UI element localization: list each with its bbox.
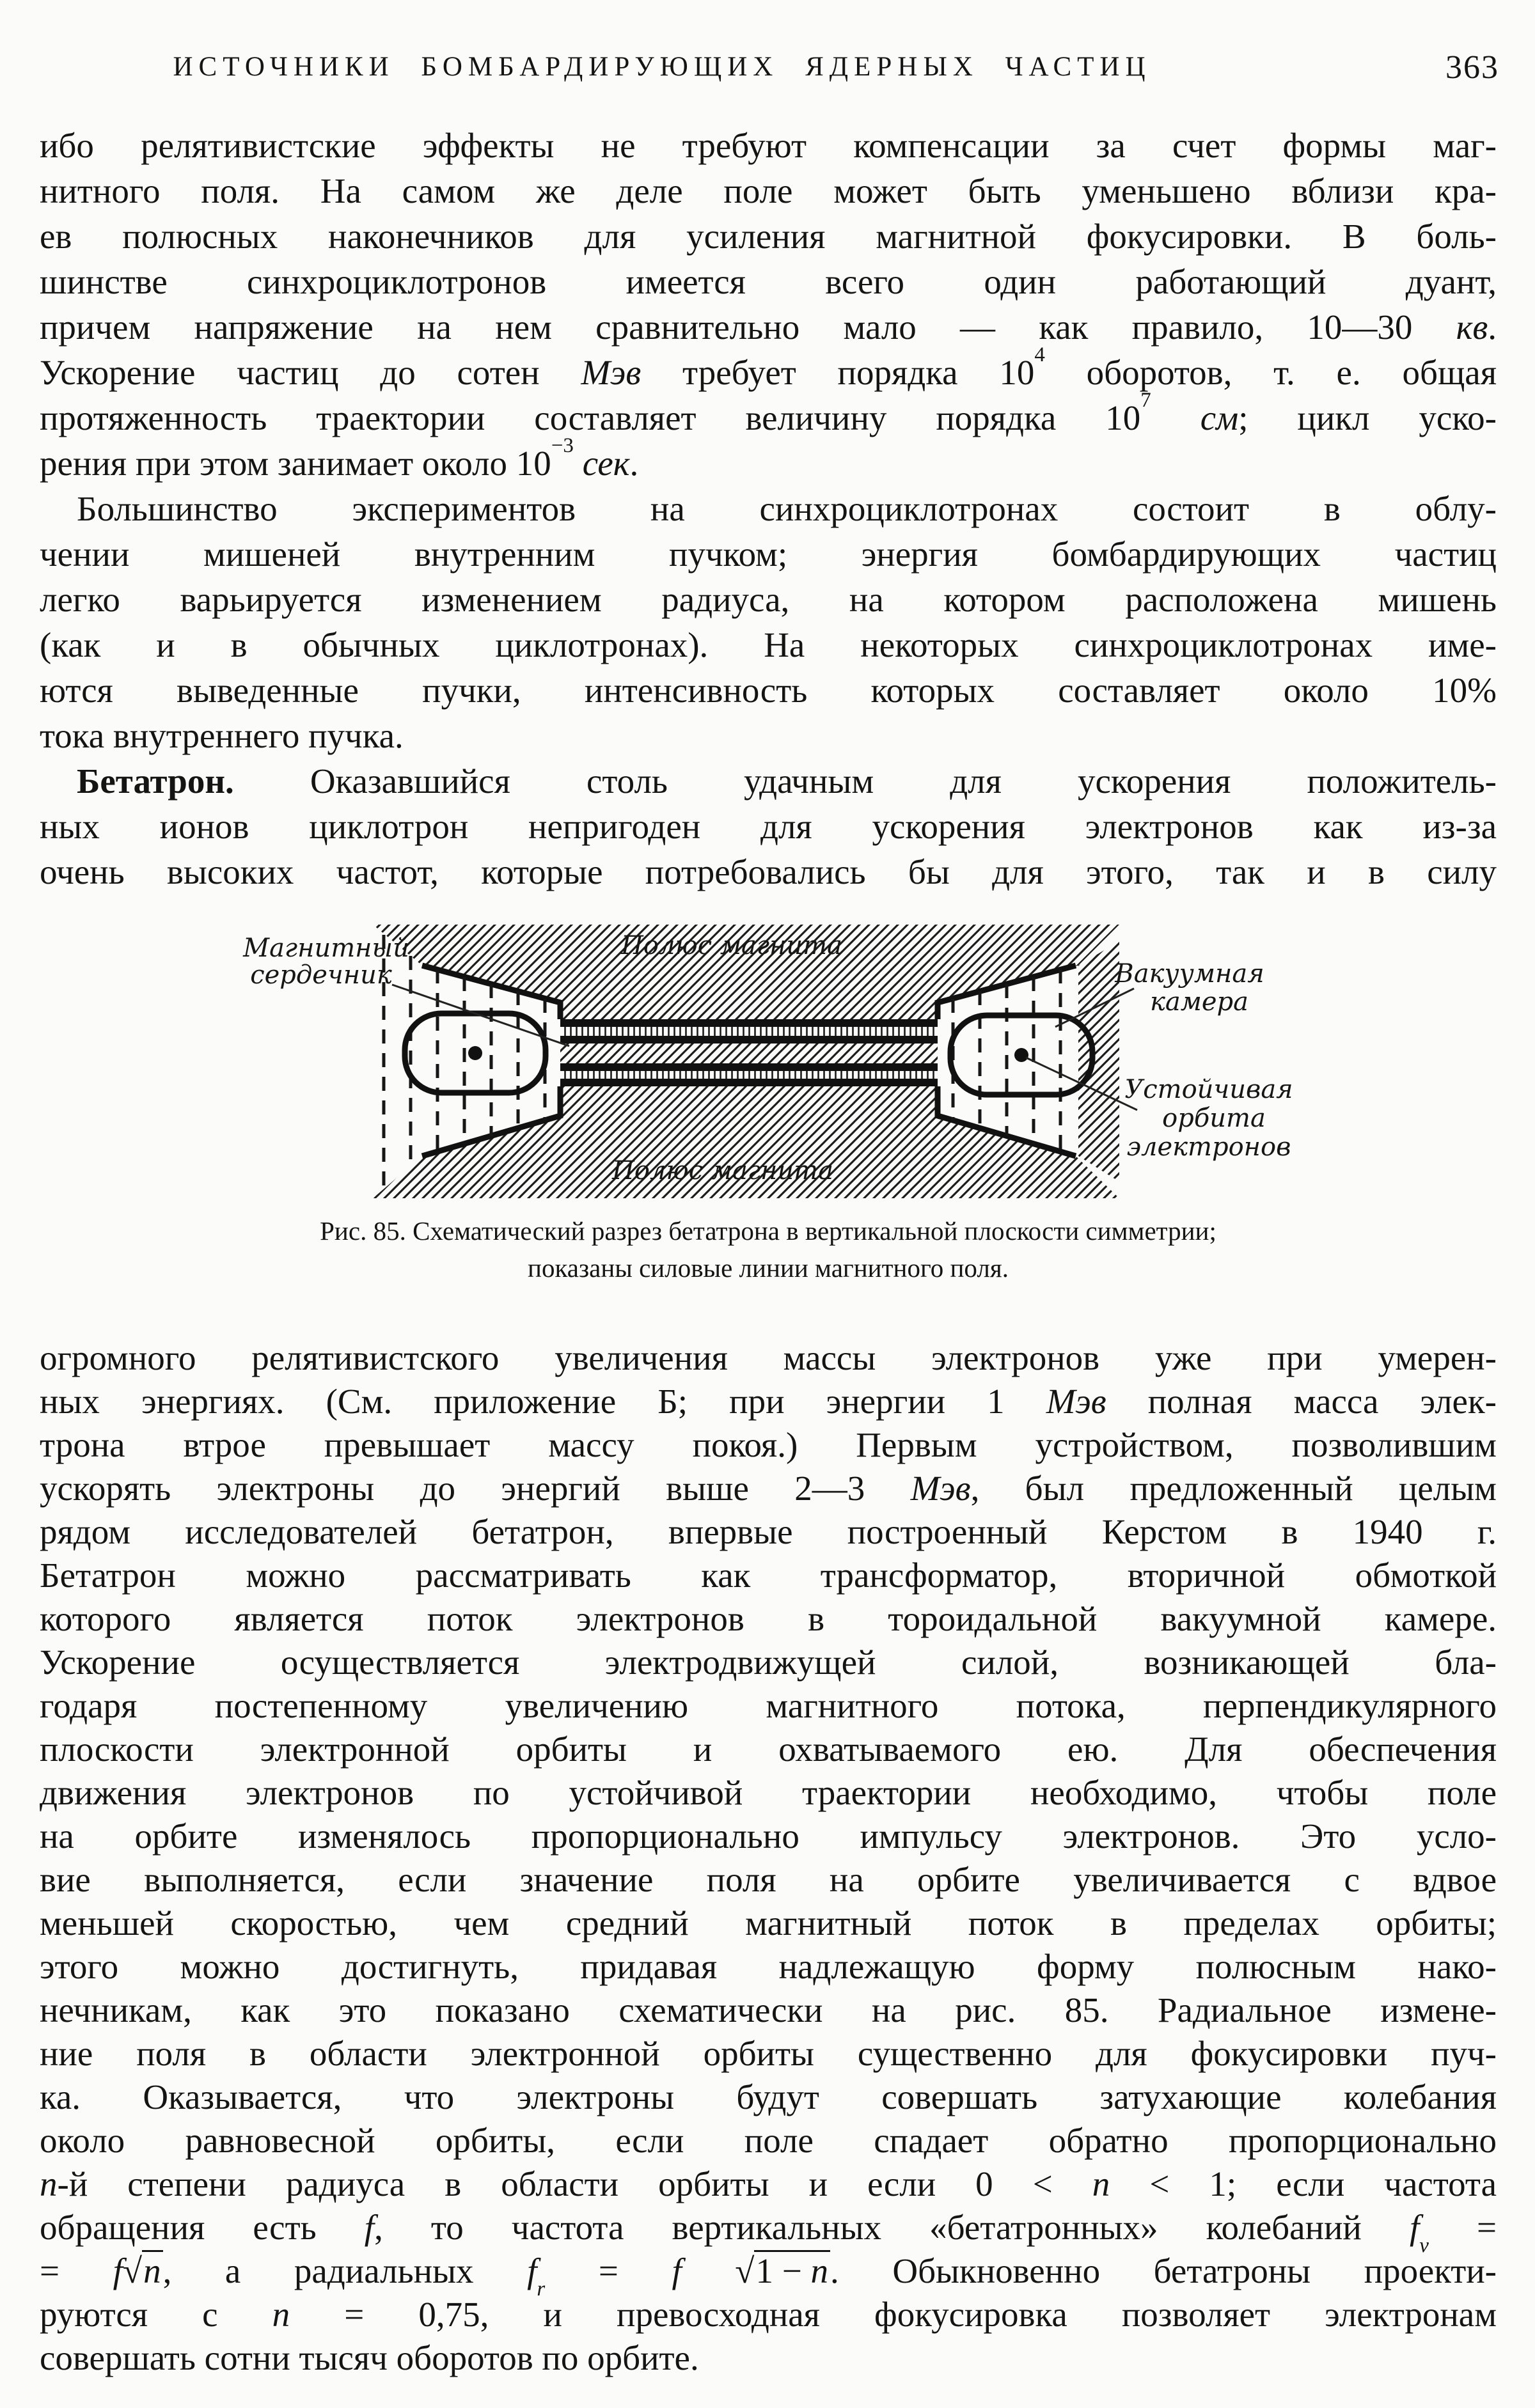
text-line: ев полюсных наконечников для усиления магнитной фокусировки. В боль- (40, 217, 1497, 256)
figure-caption-line2: показаны силовые линии магнитного поля. (528, 1253, 1009, 1283)
text-line: на орбите изменялось пропорционально импульсу электронов. Это усло- (40, 1817, 1497, 1856)
label-pole-bottom: Полюс магнита (612, 1156, 833, 1185)
text-line: меньшей скоростью, чем средний магнитный поток в пределах орбиты; (40, 1904, 1497, 1943)
figure-caption-line1: Рис. 85. Схематический разрез бетатрона в вертикальной плоскости симметрии; (320, 1216, 1216, 1246)
text-line: вие выполняется, если значение поля на орбите увеличивается с вдвое (40, 1860, 1497, 1899)
label-magnetic-core-line2: сердечник (250, 960, 392, 990)
text-line: Ускорение осуществляется электродвижущей силой, возникающей бла- (40, 1643, 1497, 1682)
label-vacuum-chamber-line1: Вакуумная (1115, 959, 1264, 989)
text-line: трона втрое превышает массу покоя.) Первым устройством, позволившим (40, 1425, 1497, 1464)
paragraph-betatron-main (40, 1336, 1497, 2380)
text-line: этого можно достигнуть, придавая надлежащую форму полюсным нако- (40, 1947, 1497, 1986)
text-line: нитного поля. На самом же деле поле может быть уменьшено вблизи кра- (40, 171, 1497, 210)
text-line: Бетатрон. Оказавшийся столь удачным для ускорения положитель- (77, 762, 1497, 801)
paragraph-synchrocyclotron-1 (40, 123, 1497, 486)
text-line: ных энергиях. (См. приложение Б; при энергии 1 Мэв полная масса элек- (40, 1382, 1497, 1421)
text-line: (как и в обычных циклотронах). На некоторых синхроциклотронах име- (40, 625, 1497, 664)
text-line: руются с n = 0,75, и превосходная фокусировка позволяет электронам (40, 2295, 1497, 2334)
label-stable-orbit-line3: электронов (1126, 1132, 1291, 1162)
text-line: легко варьируется изменением радиуса, на котором расположена мишень (40, 580, 1497, 619)
text-line: ускорять электроны до энергий выше 2—3 Мэв, был предложенный целым (40, 1469, 1497, 1508)
core-lamination-top (560, 1027, 938, 1036)
label-magnetic-core-line1: Магнитный (243, 934, 409, 963)
text-line: ние поля в области электронной орбиты существенно для фокусировки пуч- (40, 2034, 1497, 2073)
text-line: протяженность траектории составляет величину порядка $10^7$ см; цикл уско- (40, 389, 1497, 437)
page-number: 363 (1445, 49, 1499, 86)
text-line: ных ионов циклотрон непригоден для ускорения электронов как из-за (40, 807, 1497, 846)
text-line: ются выведенные пучки, интенсивность которых составляет около 10% (40, 671, 1497, 710)
running-head: ИСТОЧНИКИ БОМБАРДИРУЮЩИХ ЯДЕРНЫХ ЧАСТИЦ (173, 52, 1151, 82)
text-line: очень высоких частот, которые потребовались бы для этого, так и в силу (40, 852, 1497, 891)
text-line: Бетатрон можно рассматривать как трансформатор, вторичной обмоткой (40, 1556, 1497, 1595)
text-line: совершать сотни тысяч оборотов по орбите. (40, 2338, 699, 2377)
text-line: Ускорение частиц до сотен Мэв требует порядка $10^4$ оборотов, т. е. общая (40, 343, 1497, 392)
core-lamination-bottom (560, 1071, 938, 1079)
text-line: ка. Оказывается, что электроны будут совершать затухающие колебания (40, 2077, 1497, 2116)
magnetic-core-band (560, 1044, 938, 1063)
text-line: около равновесной орбиты, если поле спадает обратно пропорционально (40, 2121, 1497, 2160)
label-vacuum-chamber-line2: камера (1149, 987, 1249, 1017)
paragraph-synchrocyclotron-2 (40, 486, 1497, 758)
yoke-right-region (1078, 941, 1119, 1182)
text-line: которого является поток электронов в тороидальной вакуумной камере. (40, 1599, 1497, 1638)
paragraph-betatron-intro (40, 758, 1497, 895)
text-line: тока внутреннего пучка. (40, 716, 404, 755)
label-stable-orbit-line2: орбита (1162, 1104, 1266, 1133)
text-line: рядом исследователей бетатрон, впервые построенный Керстом в 1940 г. (40, 1512, 1497, 1551)
text-line: чении мишеней внутренним пучком; энергия бомбардирующих частиц (40, 535, 1497, 574)
text-line: Большинство экспериментов на синхроциклотронах состоит в облу- (77, 489, 1497, 528)
text-line: n-й степени радиуса в области орбиты и если 0 < n < 1; если частота (40, 2164, 1497, 2203)
text-line: причем напряжение на нем сравнительно мало — как правило, 10—30 кв. (40, 308, 1497, 347)
text-line: = f√n, а радиальных $f_r = f$ √1 − n. Обыкновенно бетатроны проекти- (40, 2251, 1497, 2301)
text-line: рения при этом занимает около $10^{-3}$ сек. (40, 434, 639, 483)
label-stable-orbit-line1: Устойчивая (1124, 1075, 1293, 1104)
stable-orbit-dot-left (468, 1046, 482, 1060)
text-line: плоскости электронной орбиты и охватываемого ею. Для обеспечения (40, 1730, 1497, 1769)
figure-caption (40, 1212, 1497, 1286)
label-pole-top: Полюс магнита (621, 931, 842, 960)
text-line: годаря постепенному увеличению магнитного потока, перпендикулярного (40, 1686, 1497, 1725)
text-line: шинстве синхроциклотронов имеется всего один работающий дуант, (40, 262, 1497, 301)
stable-orbit-dot-right (1014, 1048, 1028, 1062)
text-line: огромного релятивистского увеличения массы электронов уже при умерен- (40, 1338, 1497, 1377)
text-line: движения электронов по устойчивой траектории необходимо, чтобы поле (40, 1773, 1497, 1812)
text-line: нечникам, как это показано схематически на рис. 85. Радиальное измене- (40, 1990, 1497, 2029)
text-line: ибо релятивистские эффекты не требуют компенсации за счет формы маг- (40, 126, 1497, 165)
figure-betatron-cross-section (211, 921, 1337, 1202)
text-line: обращения есть f, то частота вертикальных «бетатронных» колебаний $f_v$ = (40, 2208, 1497, 2258)
